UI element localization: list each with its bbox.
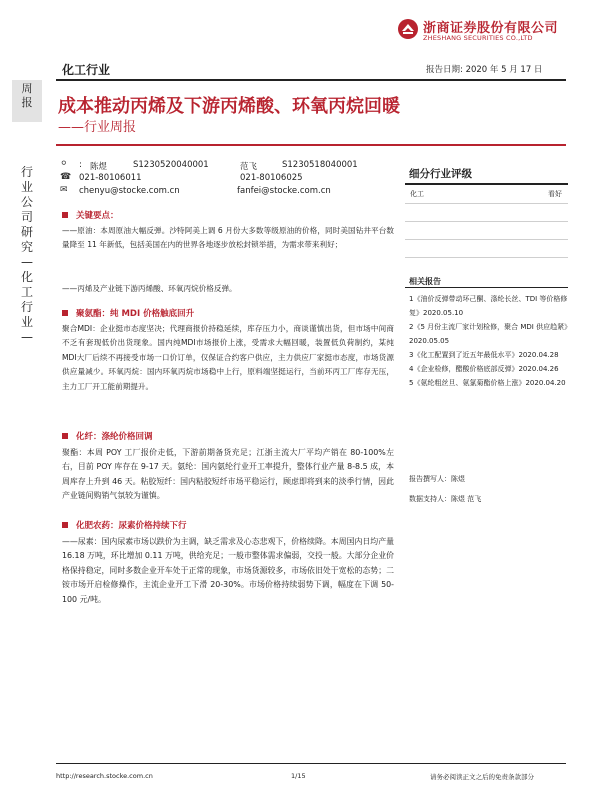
related-report-item[interactable]: 2《5 月份主流厂家计划检修，聚合 MDI 供应趋紧》2020.05.05 (409, 323, 568, 345)
related-rule (405, 287, 568, 288)
section-2-marker (62, 310, 68, 316)
report-title: 成本推动丙烯及下游丙烯酸、环氧丙烷回暖 (58, 96, 400, 117)
analyst-2-email[interactable]: fanfei@stocke.com.cn (237, 186, 331, 196)
header-rule (56, 79, 566, 81)
section-1-marker (62, 212, 68, 218)
rating-title: 细分行业评级 (409, 168, 472, 180)
title-rule (56, 144, 566, 146)
section-2-title: 聚氨酯：纯 MDI 价格触底回升 (76, 309, 195, 319)
related-report-item[interactable]: 1《油价反弹带动环己酮、涤纶长丝、TDI 等价格修复》2020.05.10 (409, 295, 568, 317)
related-reports-title: 相关报告 (409, 277, 441, 286)
data-support: 数据支持人：陈煜 范飞 (409, 495, 482, 503)
disclaimer-note: 请务必阅读正文之后的免责条款部分 (430, 773, 534, 781)
page-number: 1/15 (291, 772, 306, 780)
email-icon: ✉ (60, 185, 68, 195)
section-2-paragraph: 聚合MDI：企业挺市态度坚决；代理商报价持稳延续，库存压力小，商谈谨慎出货，但市场中间商不乏有套现低价出货现象。国内纯MDI市场报价上涨，受需求大幅回暖，装置低负荷制约，某纯MDI大厂后续不再接受市场一口价订单，仅保证合约客户供应，主力供应厂家挺市态度，市场货源供应量减少。环氧丙烷：国内环氧丙烷市场稳中上行，原料端坚挺运行，当前环丙工厂库存无压，主力工厂开工能前期提升。 (62, 324, 394, 391)
analyst-2-name: 范飞 (240, 162, 258, 172)
section-4-title: 化肥农药：尿素价格持续下行 (76, 521, 187, 531)
industry-label: 化工行业 (62, 63, 111, 77)
company-logo-icon (397, 18, 419, 40)
vertical-label: 行 业 公 司 研 究 — 化 工 行 业 — (20, 165, 33, 344)
phone-icon: ☎ (60, 172, 72, 182)
rating-line-1 (405, 203, 568, 204)
section-1-title: 关键要点： (76, 211, 119, 221)
section-3-paragraph: 聚酯：本周 POY 工厂报价走低，下游前期备货充足；江浙主流大厂平均产销在 80-100%左右，目前 POY 库存在 9-17 天。氨纶：国内氨纶行业开工率提升，整体行业产量 8-8.5 成，本周库存上升到 46 天。粘胶短纤：国内粘胶短纤市场平稳运行，顾虑即将到来的淡季行情，因此产业链间购销气氛较为谨慎。 (62, 448, 394, 501)
footer-rule (56, 763, 566, 764)
rating-industry: 化工 (410, 190, 424, 198)
company-name-en: ZHESHANG SECURITIES CO.,LTD (423, 34, 533, 42)
report-subtitle: ——行业周报 (58, 120, 137, 135)
section-1-paragraph-1: ——原油：本周原油大幅反弹。沙特阿美上调 6 月份大多数等级原油的价格，同时美国钻井平台数量降至 11 年新低，包括美国在内的世界各地逐步放松封锁举措，为需求带来利好； (62, 226, 394, 250)
footer-url[interactable]: http://research.stocke.com.cn (56, 772, 153, 780)
rating-line-2 (405, 221, 568, 222)
section-1-paragraph-2: ——丙烯及产业链下游丙烯酸、环氧丙烷价格反弹。 (62, 284, 237, 293)
doctype-vertical: 周 报 (21, 82, 33, 109)
rating-rule (405, 183, 568, 185)
rating-line-3 (405, 239, 568, 240)
section-3-marker (62, 433, 68, 439)
vertical-section-label (12, 165, 42, 345)
rating-line-4 (405, 257, 568, 258)
related-reports-list (409, 292, 569, 390)
rating-value: 看好 (548, 190, 562, 198)
related-report-item[interactable]: 5《氨纶粗丝旦、氨氯菊酯价格上涨》2020.04.20 (409, 379, 566, 387)
analyst-1-phone: 021-80106011 (79, 173, 142, 183)
analyst-1-email[interactable]: chenyu@stocke.com.cn (79, 186, 180, 196)
analyst-1-cert: S1230520040001 (133, 160, 209, 170)
analyst-label: : (79, 160, 82, 170)
analyst-1-name: 陈煜 (90, 162, 108, 172)
related-report-item[interactable]: 4《企业检修，醋酸价格底部反弹》2020.04.26 (409, 365, 559, 373)
analyst-icon: ⚪ (60, 159, 68, 169)
company-name-cn: 浙商证券股份有限公司 (423, 21, 559, 36)
analyst-2-phone: 021-80106025 (240, 173, 303, 183)
analyst-2-cert: S1230518040001 (282, 160, 358, 170)
related-report-item[interactable]: 3《化工配置到了近五年最低水平》2020.04.28 (409, 351, 559, 359)
section-4-paragraph: ——尿素：国内尿素市场以跌价为主调，缺乏需求及心态悲观下，价格续降。本周国内日均产量 16.18 万吨，环比增加 0.11 万吨，供给充足；一般市整体需求偏弱，交投一般。大部分企业价格保持稳定，同时多数企业开车处于正常的现象，市场货源较多，市场依旧处于宽松的态势；二铵市场开启检修操作，主流企业开工下滑 20-30%。市场价格持续弱势下调，幅度在下调 50-100 元/吨。 (62, 537, 394, 604)
section-3-title: 化纤：涤纶价格回调 (76, 432, 153, 442)
section-4-marker (62, 522, 68, 528)
doc-type-label (12, 80, 42, 110)
report-date: 报告日期: 2020 年 5 月 17 日 (426, 65, 543, 75)
report-writer: 报告撰写人：陈煜 (409, 475, 465, 483)
